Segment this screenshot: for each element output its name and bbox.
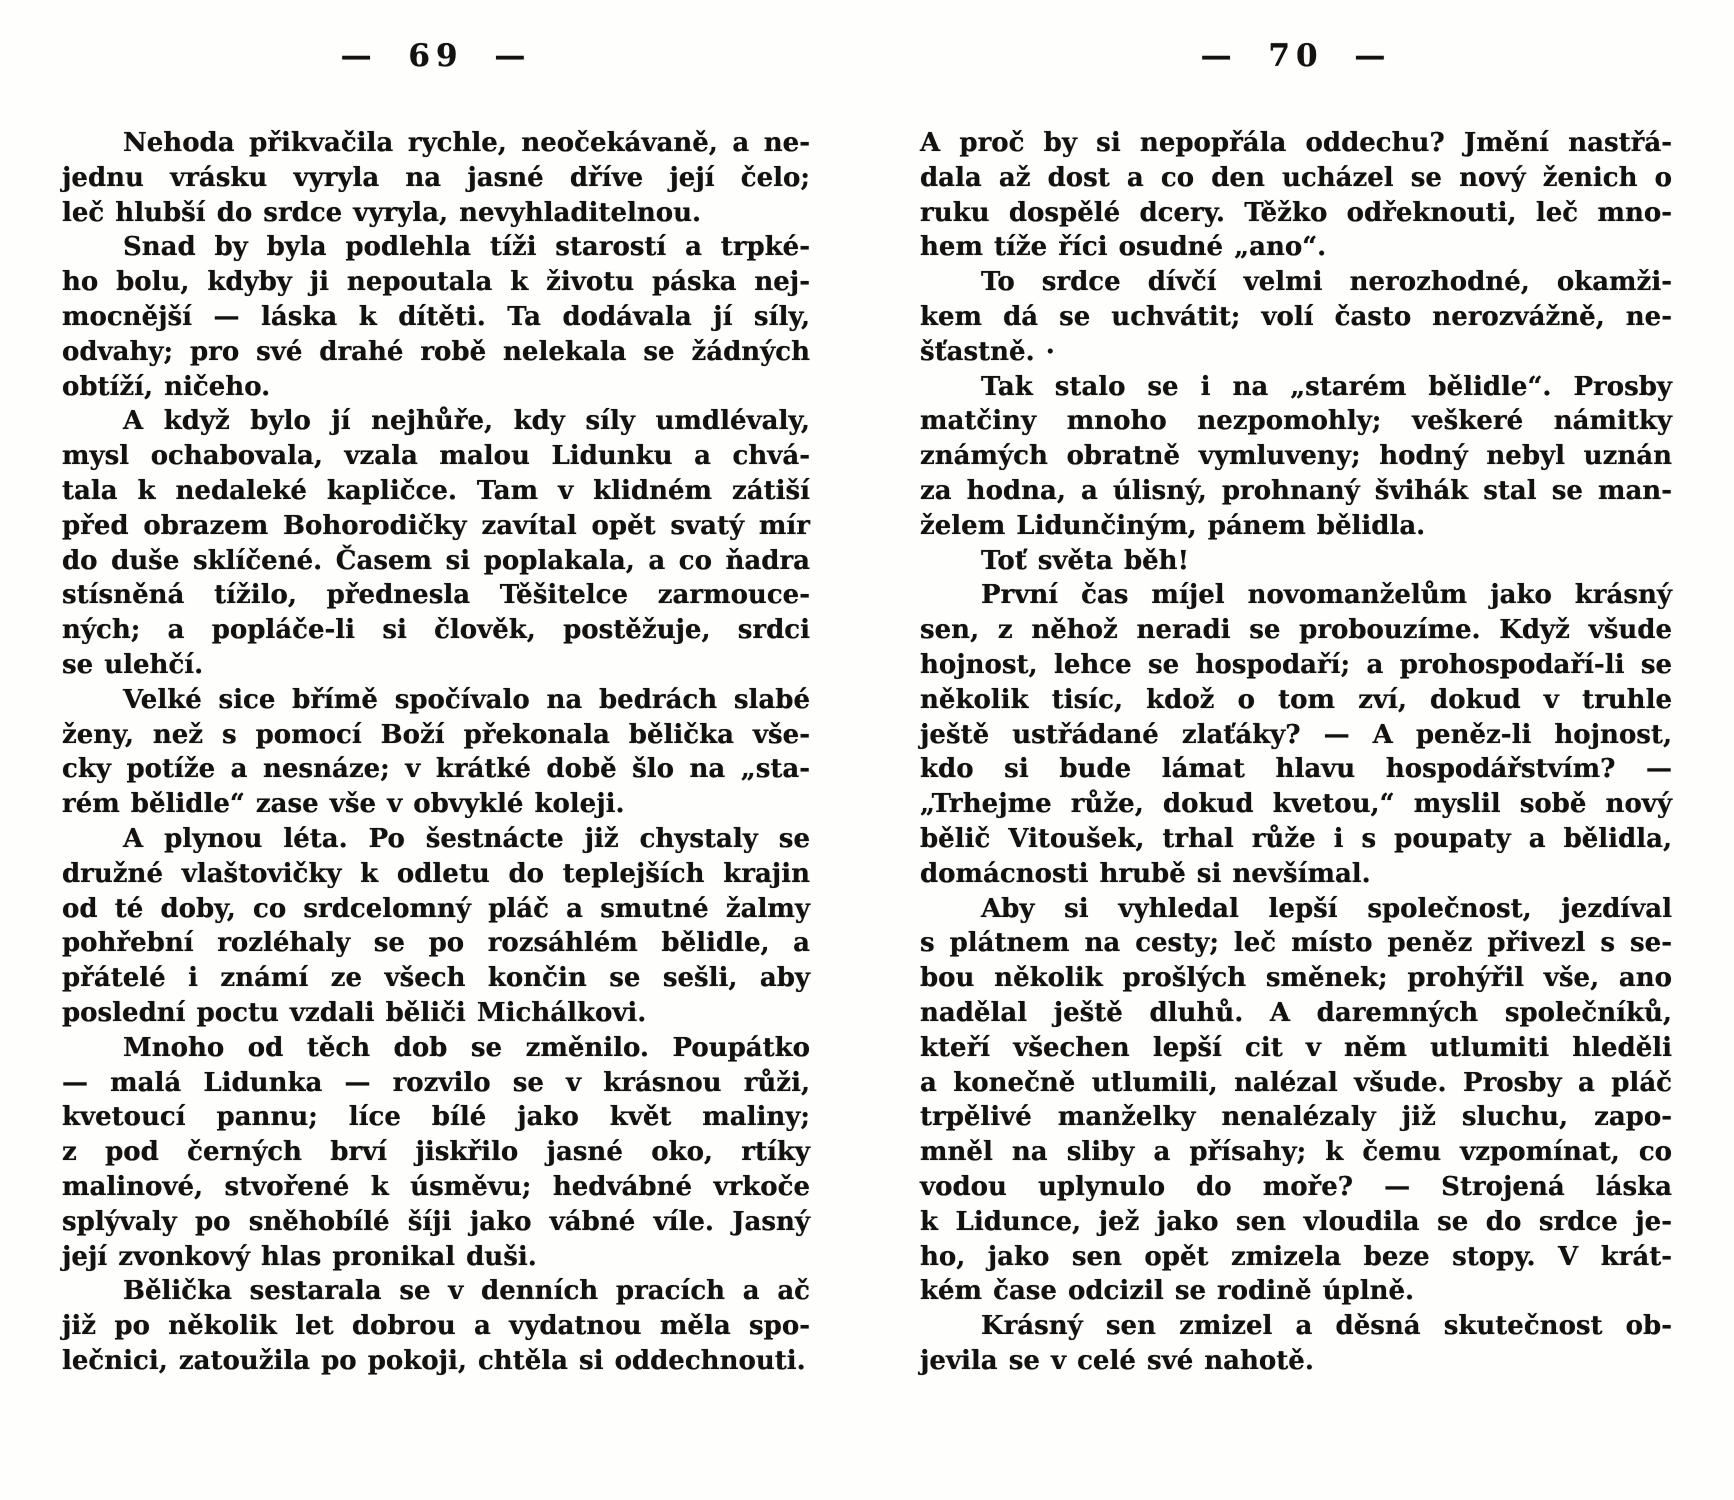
- text-line: známých obratně vymluveny; hodný nebyl uznán: [920, 441, 1672, 472]
- text-line: sen, z něhož neradi se probouzíme. Když všude: [920, 615, 1672, 646]
- text-line: mocnější — láska k dítěti. Ta dodávala jí síly,: [62, 301, 810, 332]
- text-line: vodou uplynulo do moře? — Strojená láska: [920, 1171, 1672, 1202]
- text-line: do duše sklíčené. Časem si poplakala, a co ňadra: [62, 545, 810, 576]
- text-line: Nehoda přikvačila rychle, neočekávaně, a ne-: [123, 128, 810, 158]
- text-line: A plynou léta. Po šestnácte již chystaly se: [123, 823, 810, 854]
- paragraph: [920, 578, 1672, 891]
- text-line: kdo si bude lámat hlavu hospodářstvím? —: [920, 754, 1672, 785]
- text-line: ných; a popláče-li si člověk, postěžuje, srdci: [62, 615, 810, 646]
- text-line: A proč by si nepopřála oddechu? Jmění nastřá-: [920, 128, 1672, 158]
- text-line: rém bělidle“ zase vše v obvyklé koleji.: [62, 789, 625, 820]
- text-line: želem Lidunčiným, pánem bělidla.: [920, 510, 1426, 541]
- text-line: cky potíže a nesnáze; v krátké době šlo na „sta-: [62, 754, 810, 785]
- text-line: malinové, stvořené k úsměvu; hedvábné vrkoče: [62, 1171, 810, 1202]
- paragraph: [62, 230, 810, 404]
- text-line: za hodna, a úlisný, prohnaný švihák stal se man-: [920, 475, 1672, 506]
- text-line: A když bylo jí nejhůře, kdy síly umdlévaly,: [123, 406, 810, 437]
- text-line: poslední poctu vzdali běliči Michálkovi.: [62, 997, 647, 1028]
- text-line: několik tisíc, kdož o tom zví, dokud v truhle: [920, 684, 1672, 715]
- text-line: kém čase odcizil se rodině úplně.: [920, 1276, 1415, 1307]
- text-line: kem dá se uchvátit; volí často nerozvážně, ne-: [920, 301, 1672, 332]
- text-line: obtíží, ničeho.: [62, 371, 271, 402]
- text-line: nadělal ještě dluhů. A daremných společníků,: [920, 997, 1672, 1028]
- book-page-right: [920, 0, 1672, 1500]
- text-line: a konečně utlumili, nalézal všude. Prosby a pláč: [920, 1067, 1672, 1098]
- paragraph: [920, 1309, 1672, 1379]
- text-line: mněl na sliby a přísahy; k čemu vzpomínat, co: [920, 1137, 1672, 1168]
- paragraph: [920, 126, 1672, 265]
- text-line: Bělička sestarala se v denních pracích a ač: [123, 1276, 810, 1307]
- paragraph: [62, 126, 810, 230]
- text-line: pohřební rozléhaly se po rozsáhlém bělidle, a: [62, 928, 810, 959]
- text-line: z pod černých brví jiskřilo jasné oko, rtíky: [62, 1137, 810, 1168]
- paragraph: [62, 822, 810, 1031]
- page-number: — 69 —: [340, 38, 532, 74]
- text-line: bou několik prošlých směnek; prohýřil vše, ano: [920, 963, 1672, 994]
- text-line: dala až dost a co den ucházel se nový ženich o: [920, 162, 1672, 193]
- text-line: lečnici, zatoužila po pokoji, chtěla si oddechnouti.: [62, 1345, 806, 1376]
- paragraph: [62, 1031, 810, 1275]
- text-line: ženy, než s pomocí Boží překonala bělička vše-: [62, 719, 810, 750]
- text-line: ho, jako sen opět zmizela beze stopy. V krát-: [920, 1241, 1672, 1272]
- paragraph: [920, 544, 1672, 579]
- text-line: kteří všechen lepší cit v něm utlumiti hleděli: [920, 1032, 1672, 1063]
- text-line: s plátnem na cesty; leč místo peněz přivezl s se-: [920, 928, 1672, 959]
- text-line: hem tíže říci osudné „ano“.: [920, 232, 1327, 263]
- text-line: leč hlubší do srdce vyryla, nevyhladitelnou.: [62, 197, 702, 228]
- text-line: před obrazem Bohorodičky zavítal opět svatý mír: [62, 510, 810, 541]
- text-line: k Lidunce, jež jako sen vloudila se do srdce je-: [920, 1206, 1672, 1237]
- paragraph: [920, 892, 1672, 1310]
- text-line: jednu vrásku vyryla na jasné dříve její čelo;: [62, 162, 810, 193]
- text-line: ještě ustřádané zlaťáky? — A peněz-li hojnost,: [920, 719, 1672, 750]
- text-line: matčiny mnoho nezpomohly; veškeré námitky: [920, 406, 1672, 437]
- text-line: Krásný sen zmizel a děsná skutečnost ob-: [981, 1311, 1672, 1342]
- text-line: bělič Vitoušek, trhal růže i s poupaty a bělidla,: [920, 823, 1672, 854]
- text-line: jevila se v celé své nahotě.: [920, 1345, 1314, 1376]
- paragraph: [920, 265, 1672, 369]
- text-line: Aby si vyhledal lepší společnost, jezdíval: [981, 893, 1672, 924]
- text-line: družné vlaštovičky k odletu do teplejších krajin: [62, 858, 810, 889]
- page-body: [920, 126, 1672, 1379]
- page-body: [62, 126, 810, 1379]
- text-line: ruku dospělé dcery. Těžko odřeknouti, leč mno-: [920, 197, 1672, 228]
- text-line: mysl ochabovala, vzala malou Lidunku a chvá-: [62, 441, 810, 472]
- book-page-left: [62, 0, 810, 1500]
- text-line: od té doby, co srdcelomný pláč a smutné žalmy: [62, 893, 810, 924]
- text-line: se ulehčí.: [62, 649, 204, 680]
- text-line: odvahy; pro své drahé robě nelekala se žádných: [62, 336, 810, 367]
- text-line: hojnost, lehce se hospodaří; a prohospodaří-li se: [920, 649, 1672, 680]
- page-number: — 70 —: [1200, 38, 1392, 74]
- text-line: šťastně. ·: [920, 336, 1055, 367]
- text-line: „Trhejme růže, dokud kvetou,“ myslil sobě nový: [920, 789, 1672, 820]
- text-line: tala k nedaleké kapličce. Tam v klidném zátiší: [62, 475, 810, 506]
- text-line: Mnoho od těch dob se změnilo. Poupátko: [123, 1032, 810, 1063]
- text-line: — malá Lidunka — rozvilo se v krásnou růži,: [62, 1067, 810, 1098]
- paragraph: [62, 683, 810, 822]
- text-line: Snad by byla podlehla tíži starostí a trpké-: [123, 232, 810, 263]
- paragraph: [920, 370, 1672, 544]
- text-line: Velké sice břímě spočívalo na bedrách slabé: [123, 684, 810, 715]
- text-line: trpělivé manželky nenalézaly již sluchu, zapo-: [920, 1102, 1672, 1133]
- text-line: kvetoucí pannu; líce bílé jako květ maliny;: [62, 1102, 810, 1133]
- text-line: ho bolu, kdyby ji nepoutala k životu páska nej-: [62, 267, 810, 298]
- text-line: již po několik let dobrou a vydatnou měla spo-: [62, 1311, 810, 1342]
- text-line: Toť světa běh!: [981, 545, 1190, 576]
- text-line: splývaly po sněhobílé šíji jako vábné víle. Jasný: [62, 1206, 810, 1237]
- text-line: její zvonkový hlas pronikal duši.: [62, 1241, 537, 1272]
- text-line: domácnosti hrubě si nevšímal.: [920, 858, 1371, 889]
- text-line: První čas míjel novomanželům jako krásný: [981, 580, 1672, 611]
- text-line: přátelé i známí ze všech končin se sešli, aby: [62, 963, 810, 994]
- text-line: To srdce dívčí velmi nerozhodné, okamži-: [981, 267, 1672, 298]
- text-line: stísněná tížilo, přednesla Těšitelce zarmouce-: [62, 580, 810, 611]
- paragraph: [62, 404, 810, 682]
- text-line: Tak stalo se i na „starém bělidle“. Prosby: [981, 371, 1672, 402]
- paragraph: [62, 1274, 810, 1378]
